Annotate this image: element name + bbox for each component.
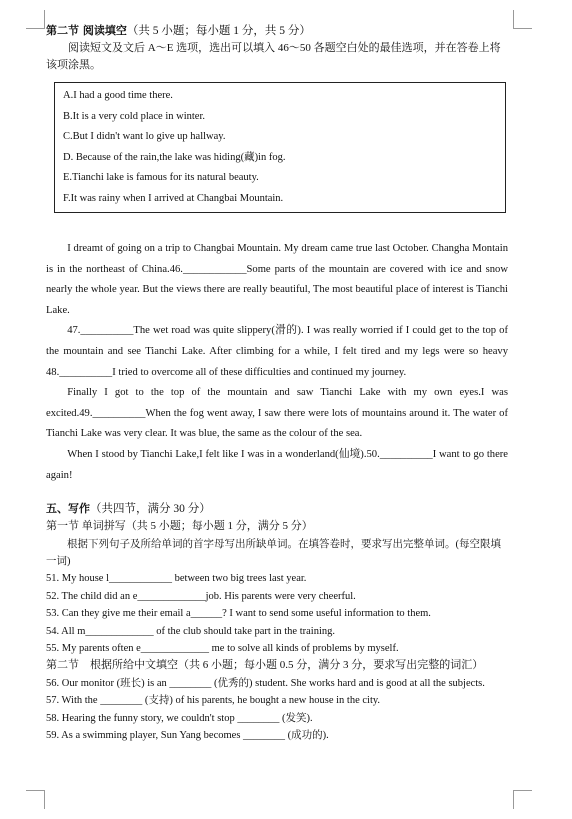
question-55: 55. My parents often e_____________ me to solve all kinds of problems by myself. xyxy=(46,642,399,654)
section2-score: （共 5 小题；每小题 1 分，共 5 分） xyxy=(126,25,311,37)
writing-sec1-title: 第一节 单词拼写（共 5 小题；每小题 1 分，满分 5 分） xyxy=(46,520,313,533)
reading-passage xyxy=(46,239,508,486)
corner-mark-top-right xyxy=(513,10,532,29)
passage-paragraph-1: I dreamt of going on a trip to Changbai Mountain. My dream came true last October. Changha Montain is in the northeast of China.46.____________Some parts of the mountain are covered with ice and snow nearly the whole year. But the views there are really beautiful, The most beautiful place of interest is Tianchi Lake. xyxy=(46,243,508,316)
passage-paragraph-3: Finally I got to the top of the mountain and saw Tianchi Lake with my own eyes.I was excited.49.__________When the fog went away, I saw there were lots of mountains around it. The water of Tianchi Lake was very clear. It was blue, the same as the colour of the sea. xyxy=(46,387,508,440)
question-52: 52. The child did an e_____________job. His parents were very cheerful. xyxy=(46,590,356,602)
option-e: E.Tianchi lake is famous for its natural beauty. xyxy=(63,172,259,183)
question-53: 53. Can they give me their email a______? I want to send some useful information to them. xyxy=(46,608,431,620)
writing-heading xyxy=(46,500,508,518)
question-59: 59. As a swimming player, Sun Yang becomes ________ (成功的). xyxy=(46,730,329,741)
question-57: 57. With the ________ (支持) of his parents, he bought a new house in the city. xyxy=(46,695,381,707)
option-c: C.But I didn't want lo give up hallway. xyxy=(63,131,226,142)
section2-title: 第二节 阅读填空 xyxy=(46,24,127,37)
section2-heading xyxy=(46,22,508,40)
writing-sec1-instruction: 根据下列句子及所给单词的首字母写出所缺单词。在填答卷时，要求写出完整单词。(每空限填一词) xyxy=(46,538,501,567)
question-54: 54. All m_____________ of the club should take part in the training. xyxy=(46,625,336,637)
options-box xyxy=(54,82,506,213)
corner-mark-bottom-left xyxy=(26,790,45,809)
corner-mark-top-left xyxy=(26,10,45,29)
option-f: F.It was rainy when I arrived at Changbai Mountain. xyxy=(63,192,284,204)
exam-page xyxy=(46,22,508,744)
option-a: A.I had a good time there. xyxy=(63,90,173,101)
section2-instruction: 阅读短文及文后 A～E 选项，选出可以填入 46～50 各题空白处的最佳选项，并在答卷上将该项涂黑。 xyxy=(46,42,501,71)
writing-section xyxy=(46,500,508,744)
question-56: 56. Our monitor (班长) is an ________ (优秀的) student. She works hard and is good at all the subjects. xyxy=(46,677,485,689)
writing-title: 五、写作 xyxy=(46,502,90,516)
corner-mark-bottom-right xyxy=(513,790,532,809)
passage-paragraph-2: 47.__________The wet road was quite slippery(滑的). I was really worried if I could get to the top of the mountain and see Tianchi Lake. After climbing for a while, I felt tired and my legs were so heavy 48.__________I tried to overcome all of these difficulties and continued my journey. xyxy=(46,325,508,378)
passage-paragraph-4: When I stood by Tianchi Lake,I felt like I was in a wonderland(仙境).50.__________I want to go there again! xyxy=(46,448,508,481)
writing-sec2-title: 第二节 根据所给中文填空（共 6 小题；每小题 0.5 分，满分 3 分，要求写出完整的词汇） xyxy=(46,659,484,672)
option-b: B.It is a very cold place in winter. xyxy=(63,110,206,122)
option-d: D. Because of the rain,the lake was hiding(藏)in fog. xyxy=(63,151,286,163)
question-58: 58. Hearing the funny story, we couldn't stop ________ (发笑). xyxy=(46,712,313,724)
question-51: 51. My house l____________ between two big trees last year. xyxy=(46,573,307,585)
writing-score: （共四节，满分 30 分） xyxy=(90,503,211,516)
